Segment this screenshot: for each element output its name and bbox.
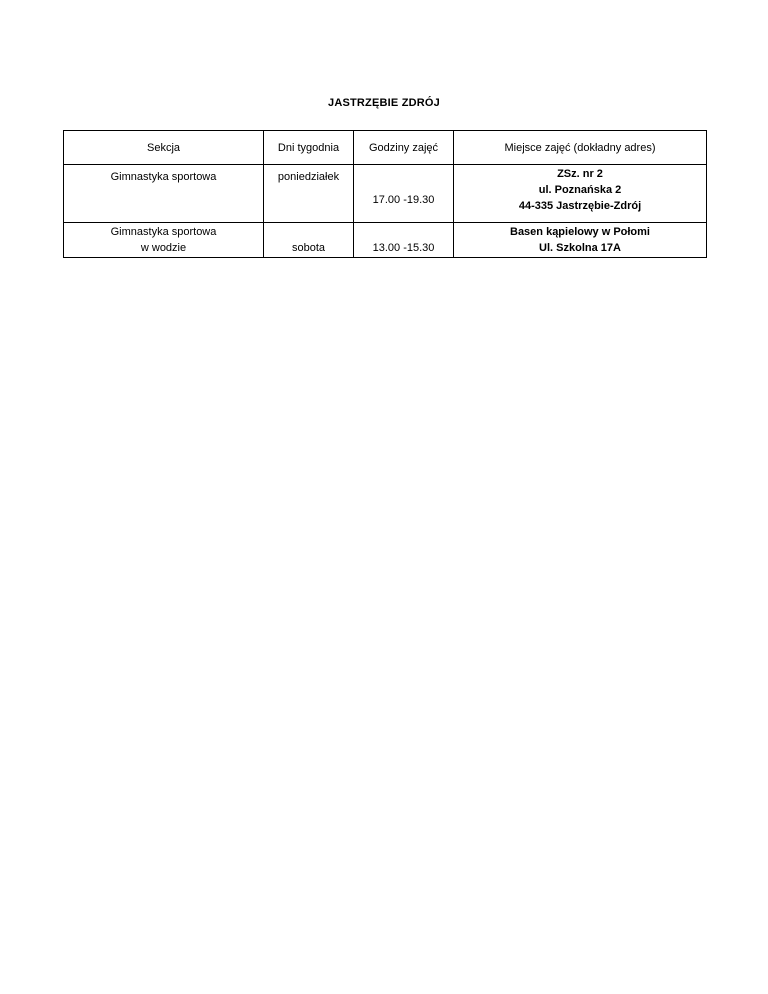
- table-header-row: [64, 131, 707, 165]
- section-name-line: w wodzie: [140, 242, 187, 254]
- address-line: ZSz. nr 2: [557, 168, 603, 180]
- table-row: [64, 223, 707, 258]
- header-location: Miejsce zajęć (dokładny adres): [454, 131, 707, 165]
- address-line: Basen kąpielowy w Połomi: [510, 226, 650, 238]
- section-name-line: Gimnastyka sportowa: [110, 226, 217, 238]
- address-line: 44-335 Jastrzębie-Zdrój: [518, 200, 642, 212]
- cell-section: [64, 223, 264, 258]
- cell-day: [264, 223, 354, 258]
- cell-section: [64, 165, 264, 223]
- cell-hours: [354, 165, 454, 223]
- hours-value: 13.00 -15.30: [372, 242, 435, 254]
- section-name: Gimnastyka sportowa: [110, 171, 217, 183]
- address-line: Ul. Szkolna 17A: [539, 242, 621, 254]
- header-section: Sekcja: [64, 131, 264, 165]
- header-days: Dni tygodnia: [264, 131, 354, 165]
- header-hours: Godziny zajęć: [354, 131, 454, 165]
- cell-address: [454, 165, 707, 223]
- cell-address: [454, 223, 707, 258]
- schedule-table: [63, 130, 707, 258]
- day-name: sobota: [291, 242, 326, 254]
- cell-hours: [354, 223, 454, 258]
- cell-day: [264, 165, 354, 223]
- document-title: JASTRZĘBIE ZDRÓJ: [328, 97, 440, 109]
- day-name: poniedziałek: [277, 171, 340, 183]
- table-row: [64, 165, 707, 223]
- address-line: ul. Poznańska 2: [538, 184, 622, 196]
- hours-value: 17.00 -19.30: [372, 193, 435, 206]
